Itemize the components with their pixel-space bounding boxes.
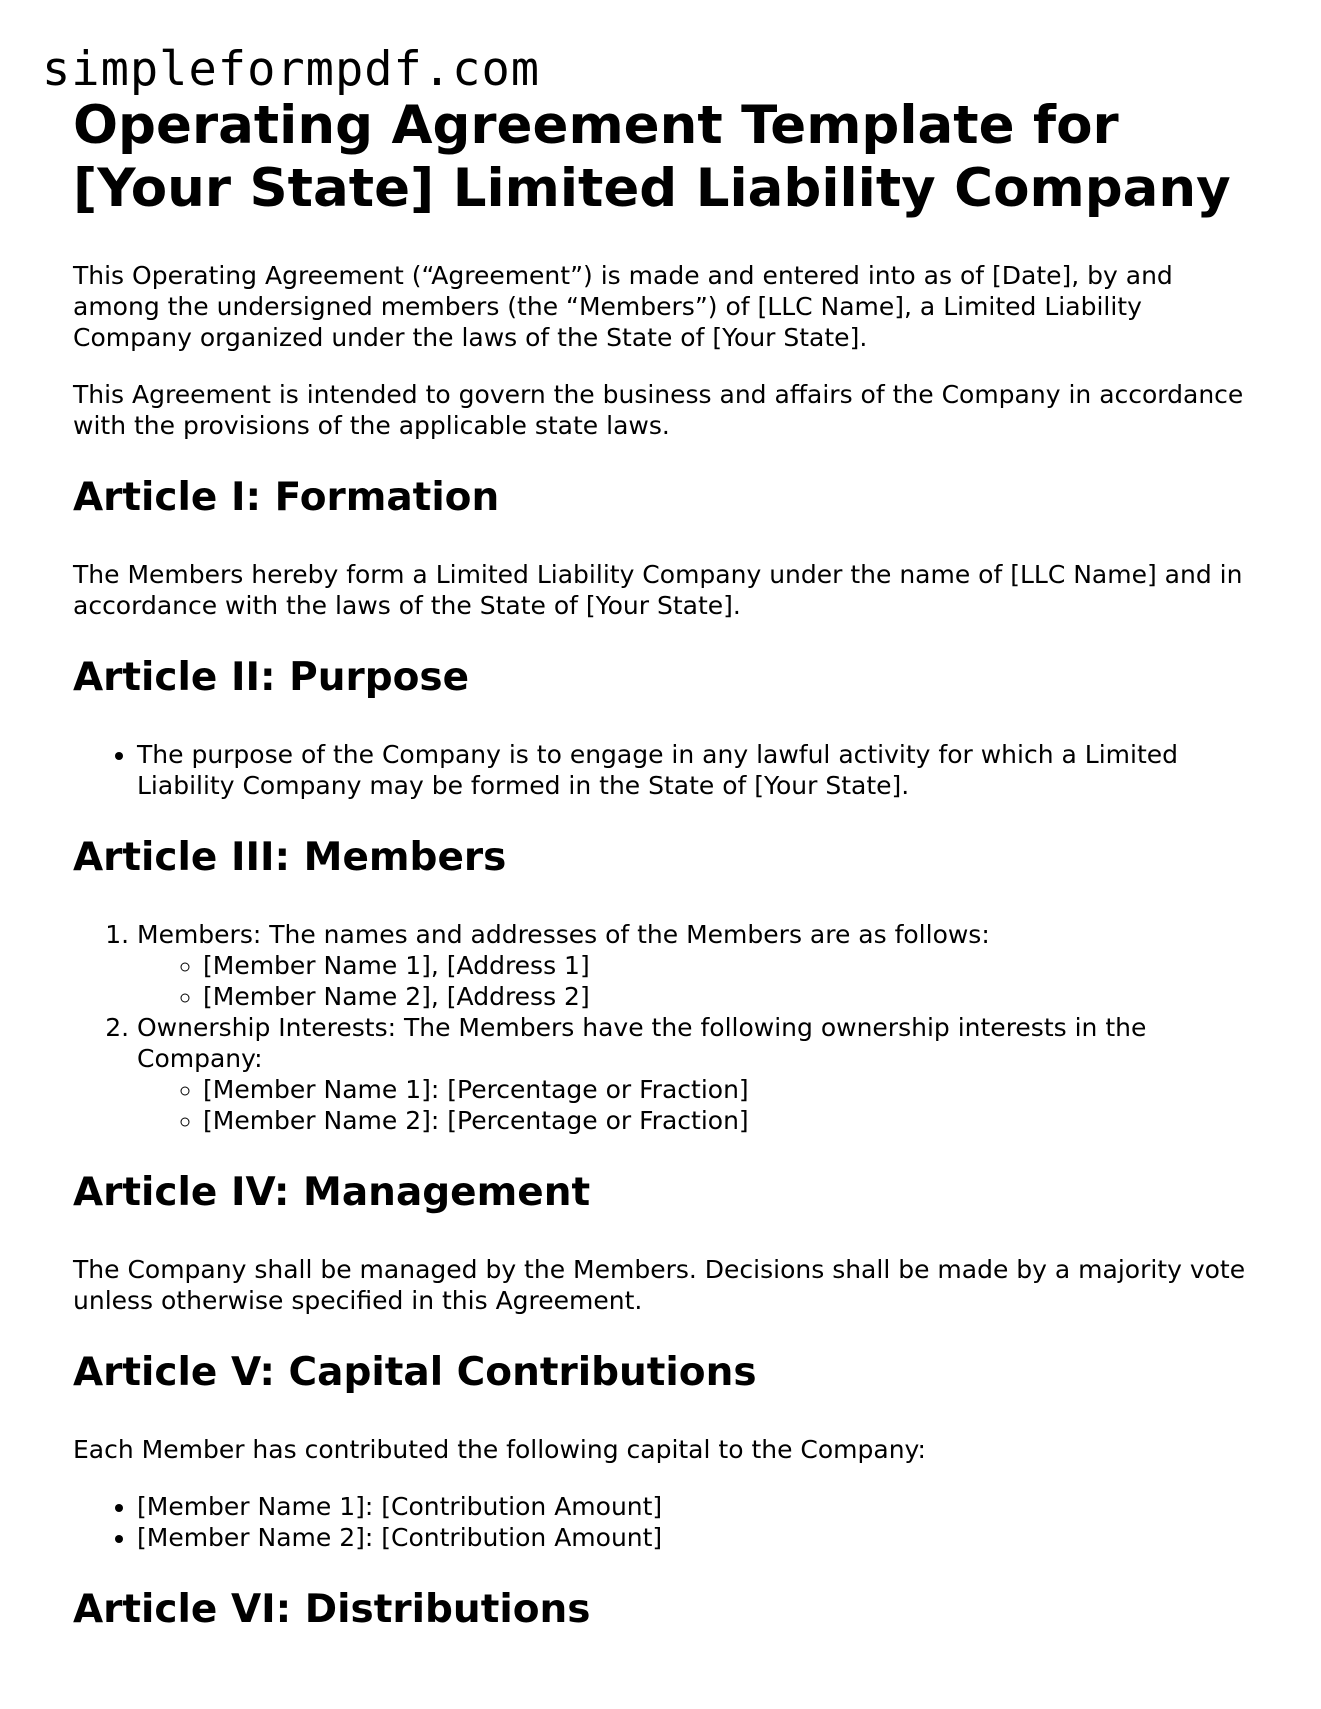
article-3-list (73, 919, 1253, 1136)
article-2-list (73, 739, 1253, 801)
intro-paragraph-2: This Agreement is intended to govern the business and affairs of the Company in accordance with the provisions of the applicable state laws. (73, 380, 1244, 440)
article-2-heading: Article II: Purpose (73, 655, 470, 700)
list-item-text: Ownership Interests: The Members have the following ownership interests in the Company: (137, 1013, 1147, 1073)
article-1-heading: Article I: Formation (73, 475, 500, 520)
article-6-heading: Article VI: Distributions (73, 1587, 591, 1632)
list-item-text: Members: The names and addresses of the Members are as follows: (137, 920, 990, 949)
title-line-1: Operating Agreement Template for (73, 95, 1119, 156)
article-1-text: The Members hereby form a Limited Liability Company under the name of [LLC Name] and in accordance with the laws of the State of [Your State]. (73, 560, 1243, 620)
article-5-heading: Article V: Capital Contributions (73, 1350, 757, 1395)
title-line-2: [Your State] Limited Liability Company (73, 158, 1231, 219)
document-title (73, 94, 1253, 220)
sub-list-item: ◦ [Member Name 1]: [Percentage or Fraction] (203, 1074, 1253, 1105)
sub-list (137, 950, 1253, 1012)
article-4-heading: Article IV: Management (73, 1170, 591, 1215)
list-item: • [Member Name 1]: [Contribution Amount] (137, 1491, 1253, 1522)
watermark-text: simpleformpdf.com (42, 42, 541, 97)
list-item: • [Member Name 2]: [Contribution Amount] (137, 1522, 1253, 1553)
sub-list (137, 1074, 1253, 1136)
article-3-heading: Article III: Members (73, 835, 507, 880)
document-page (73, 94, 1253, 1671)
list-item: • The purpose of the Company is to engage in any lawful activity for which a Limited Liability Company may be formed in the State of [Your State]. (137, 739, 1253, 801)
list-item (137, 1012, 1253, 1136)
article-4-text: The Company shall be managed by the Members. Decisions shall be made by a majority vote unless otherwise specified in this Agreement. (73, 1255, 1246, 1315)
sub-list-item: ◦ [Member Name 1], [Address 1] (203, 950, 1253, 981)
list-item (137, 919, 1253, 1012)
intro-paragraph-1: This Operating Agreement (“Agreement”) is made and entered into as of [Date], by and among the undersigned members (the “Members”) of [LLC Name], a Limited Liability Company organized under the laws of the State of [Your State]. (73, 261, 1173, 352)
sub-list-item: ◦ [Member Name 2]: [Percentage or Fraction] (203, 1105, 1253, 1136)
sub-list-item: ◦ [Member Name 2], [Address 2] (203, 981, 1253, 1012)
article-5-text: Each Member has contributed the following capital to the Company: (73, 1435, 926, 1464)
article-5-list (73, 1491, 1253, 1553)
